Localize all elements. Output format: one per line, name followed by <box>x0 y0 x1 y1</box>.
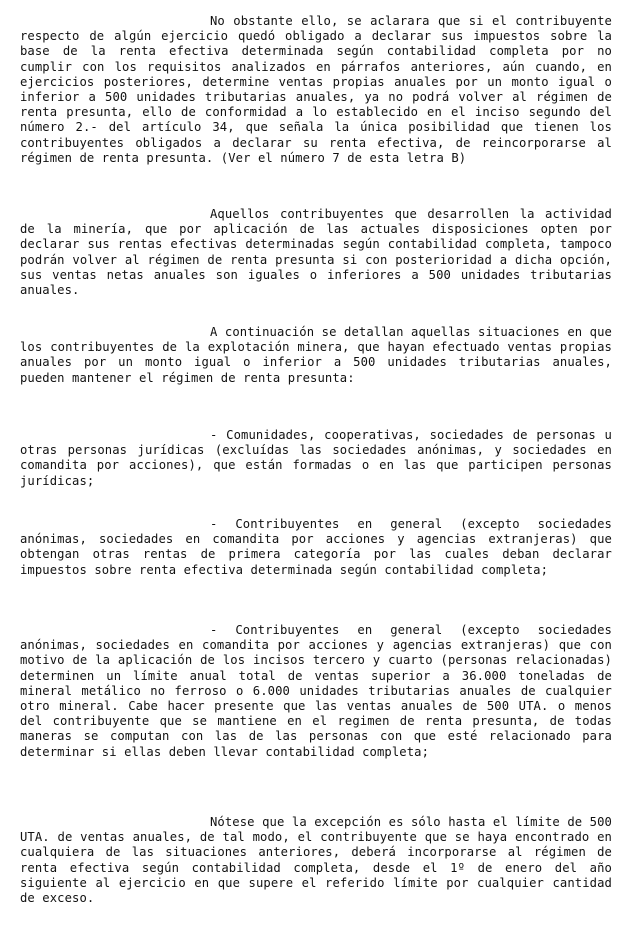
paragraph-situaciones: A continuación se detallan aquellas situaciones en que los contribuyentes de la explotación minera, que hayan efectuado ventas propias anuales por un monto igual o inferior a 500 unidades tributarias anuales, pueden mantener el régimen de renta presunta: <box>20 325 612 385</box>
list-item-comunidades: - Comunidades, cooperativas, sociedades de personas u otras personas jurídicas (excluídas las sociedades anónimas, y sociedades en comandita por acciones), que están formadas o en las que participen personas jurídicas; <box>20 428 612 488</box>
list-item-personas-relacionadas: - Contribuyentes en general (excepto sociedades anónimas, sociedades en comandita por acciones y agencias extranjeras) que con motivo de la aplicación de los incisos tercero y cuarto (personas relacionadas) determinen un límite anual total de ventas superior a 36.000 toneladas de mineral metálico no ferroso o 6.000 unidades tributarias anuales de cualquier otro mineral. Cabe hacer presente que las ventas anuales de 500 UTA. o menos del contribuyente que se mantiene en el regimen de renta presunta, de todas maneras se computan con las de las personas con que esté relacionado para determinar si ellas deben llevar contabilidad completa; <box>20 623 612 759</box>
paragraph-renta-efectiva: No obstante ello, se aclarara que si el contribuyente respecto de algún ejercicio quedó obligado a declarar sus impuestos sobre la base de la renta efectiva determinada según contabilidad completa por no cumplir con los requisitos analizados en párrafos anteriores, aún cuando, en ejercicios posteriores, determine ventas propias anuales por un monto igual o inferior a 500 unidades tributarias anuales, ya no podrá volver al régimen de renta presunta, ello de conformidad a lo establecido en el inciso segundo del número 2.- del artículo 34, que señala la única posibilidad que tienen los contribuyentes obligados a declarar su renta efectiva, de reincorporarse al régimen de renta presunta. (Ver el número 7 de esta letra B) <box>20 14 612 165</box>
list-item-otras-rentas: - Contribuyentes en general (excepto sociedades anónimas, sociedades en comandita por acciones y agencias extranjeras) que obtengan otras rentas de primera categoría por las cuales deban declarar impuestos sobre renta efectiva determinada según contabilidad completa; <box>20 517 612 577</box>
paragraph-mineria: Aquellos contribuyentes que desarrollen la actividad de la minería, que por aplicación de las actuales disposiciones opten por declarar sus rentas efectivas determinadas según contabilidad completa, tampoco podrán volver al régimen de renta presunta si con posterioridad a dicha opción, sus ventas netas anuales son iguales o inferiores a 500 unidades tributarias anuales. <box>20 207 612 298</box>
paragraph-notese: Nótese que la excepción es sólo hasta el límite de 500 UTA. de ventas anuales, de tal modo, el contribuyente que se haya encontrado en cualquiera de las situaciones anteriores, deberá incorporarse al régimen de renta efectiva según contabilidad completa, desde el 1º de enero del año siguiente al ejercicio en que supere el referido límite por cualquier cantidad de exceso. <box>20 815 612 906</box>
